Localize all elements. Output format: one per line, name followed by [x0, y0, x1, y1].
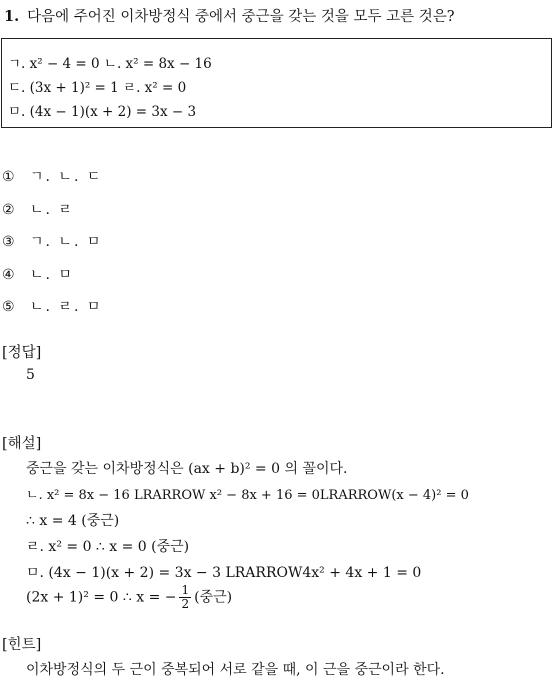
- explanation-line-2: ㄴ. x² = 8x − 16 LRARROW x² − 8x + 16 = 0LRARROW(x − 4)² = 0: [26, 488, 469, 503]
- condition-line-2: ㄷ. (3x + 1)² = 1 ㄹ. x² = 0: [8, 80, 187, 96]
- hint-heading: [힌트]: [2, 637, 42, 653]
- explanation-line-6-prefix: (2x + 1)² = 0 ∴ x = −: [26, 589, 177, 606]
- option-marker: ③: [2, 234, 15, 250]
- option-text: ㄱ. ㄴ. ㅁ: [30, 234, 103, 250]
- option-2[interactable]: [2, 199, 74, 219]
- question-number: 1.: [4, 8, 20, 25]
- question-text: 다음에 주어진 이차방정식 중에서 중근을 갖는 것을 모두 고른 것은?: [27, 9, 455, 25]
- option-text: ㄴ. ㄹ. ㅁ: [30, 299, 103, 315]
- option-marker: ②: [2, 202, 15, 218]
- option-text: ㄴ. ㄹ: [30, 202, 74, 218]
- option-3[interactable]: [2, 231, 102, 251]
- fraction-numerator: 1: [181, 583, 190, 597]
- explanation-line-6-suffix: (중근): [194, 589, 233, 606]
- option-text: ㄱ. ㄴ. ㄷ: [30, 169, 103, 185]
- option-marker: ④: [2, 267, 15, 283]
- condition-line-3: ㅁ. (4x − 1)(x + 2) = 3x − 3: [8, 104, 197, 120]
- hint-text: 이차방정식의 두 근이 중복되어 서로 같을 때, 이 근을 중근이라 한다.: [26, 662, 445, 678]
- option-text: ㄴ. ㅁ: [30, 267, 74, 283]
- condition-line-1: ㄱ. x² − 4 = 0 ㄴ. x² = 8x − 16: [8, 56, 212, 72]
- option-4[interactable]: [2, 264, 74, 284]
- question: [4, 5, 455, 26]
- explanation-line-3: ∴ x = 4 (중근): [26, 513, 120, 529]
- option-marker: ①: [2, 169, 15, 185]
- fraction-denominator: 2: [181, 597, 190, 611]
- explanation-line-6: [26, 584, 232, 611]
- explanation-heading: [해설]: [2, 436, 42, 452]
- explanation-line-1: 중근을 갖는 이차방정식은 (ax + b)² = 0 의 꼴이다.: [26, 461, 348, 477]
- answer-heading: [정답]: [2, 345, 42, 361]
- fraction: [179, 584, 191, 611]
- option-5[interactable]: [2, 296, 102, 316]
- explanation-line-5: ㅁ. (4x − 1)(x + 2) = 3x − 3 LRARROW4x² + 4x + 1 = 0: [26, 565, 422, 581]
- answer-value: 5: [26, 367, 35, 383]
- option-1[interactable]: [2, 166, 102, 186]
- option-marker: ⑤: [2, 299, 15, 315]
- explanation-line-4: ㄹ. x² = 0 ∴ x = 0 (중근): [26, 539, 190, 555]
